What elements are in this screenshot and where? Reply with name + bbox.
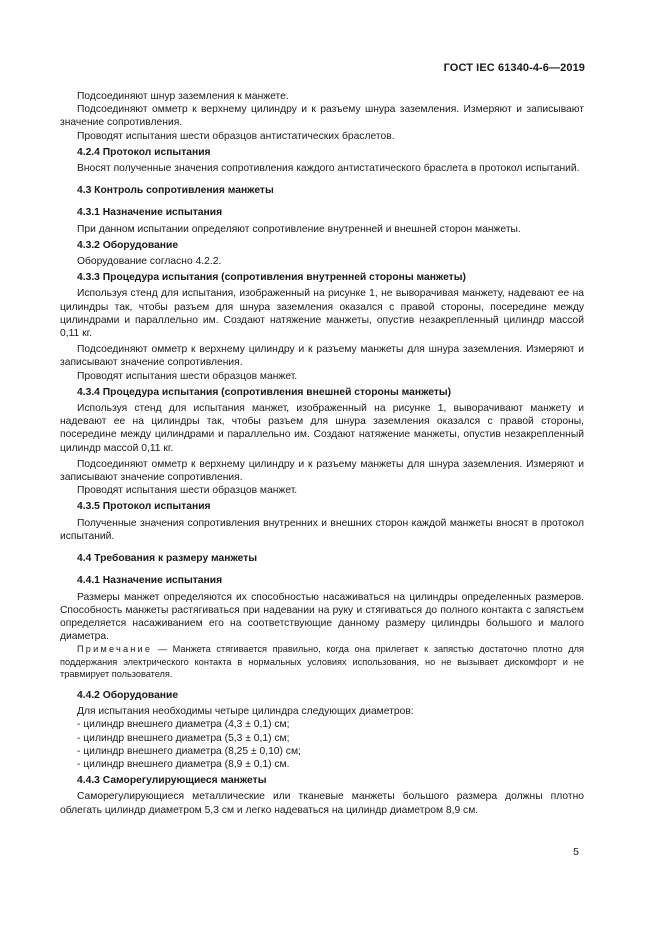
paragraph: Проводят испытания шести образцов манжет.	[77, 485, 298, 497]
paragraph: Используя стенд для испытания, изображенный на рисунке 1, не выворачивая манжету, надевают ее на цилиндры так, чтобы разъем для шнура заземления оказался с правой стороны, посередине между цилиндрами и параллельно им. Создают натяжение манжеты, опустив незакрепленный цилиндр массой 0,11 кг.	[60, 288, 584, 340]
list-item: - цилиндр внешнего диаметра (5,3 ± 0,1) см;	[77, 732, 290, 744]
paragraph: Подсоединяют шнур заземления к манжете.	[77, 91, 289, 102]
section-heading-4-3-4: 4.3.4 Процедура испытания (сопротивления внешней стороны манжеты)	[77, 386, 452, 398]
paragraph: Оборудование согласно 4.2.2.	[77, 256, 222, 268]
note-text: — Манжета стягивается правильно, когда она прилегает к запястью достаточно плотно для поддержания электрического контакта в нормальных условиях использования, но не вызывает дискомфорт и не травмирует пользователя.	[60, 644, 584, 679]
section-heading-4-3-1: 4.3.1 Назначение испытания	[77, 207, 223, 219]
note	[60, 643, 584, 680]
paragraph: Подсоединяют омметр к верхнему цилиндру и к разъему манжеты для шнура заземления. Измеряют и записывают значение сопротивления.	[60, 458, 584, 484]
paragraph: Саморегулирующиеся металлические или тканевые манжеты большого размера должны плотно облегать цилиндр диаметром 5,3 см и легко надеваться на цилиндр диаметром 8,9 см.	[60, 791, 584, 816]
document-body	[60, 90, 584, 817]
paragraph: Проводят испытания шести образцов антистатических браслетов.	[77, 130, 395, 142]
section-heading-4-4-3: 4.4.3 Саморегулирующиеся манжеты	[77, 775, 267, 787]
list-item: - цилиндр внешнего диаметра (8,9 ± 0,1) см.	[77, 758, 290, 770]
page-number: 5	[573, 846, 579, 858]
section-heading-4-4: 4.4 Требования к размеру манжеты	[77, 553, 258, 565]
section-heading-4-3: 4.3 Контроль сопротивления манжеты	[77, 185, 274, 197]
paragraph: Подсоединяют омметр к верхнему цилиндру и к разъему манжеты для шнура заземления. Измеряют и записывают значение сопротивления.	[60, 344, 584, 369]
paragraph: Размеры манжет определяются их способностью насаживаться на цилиндры определенных размеров. Способность манжеты растягиваться при надевании на руку и стягиваться до полного контакта с запястьем определяется насаживанием его на соответствующие данному размеру цилиндры большого и малого диаметра.	[60, 591, 584, 643]
list-item: - цилиндр внешнего диаметра (4,3 ± 0,1) см;	[77, 719, 290, 731]
section-heading-4-3-5: 4.3.5 Протокол испытания	[77, 501, 211, 513]
section-heading-4-4-2: 4.4.2 Оборудование	[77, 689, 179, 701]
document-header: ГОСТ IEC 61340-4-6—2019	[443, 62, 585, 74]
paragraph: Проводят испытания шести образцов манжет.	[77, 370, 298, 382]
note-label: Примечание	[77, 644, 153, 655]
section-heading-4-4-1: 4.4.1 Назначение испытания	[77, 575, 223, 587]
list-item: - цилиндр внешнего диаметра (8,25 ± 0,10) см;	[77, 745, 301, 757]
paragraph: Полученные значения сопротивления внутренних и внешних сторон каждой манжеты вносят в протокол испытаний.	[60, 517, 584, 542]
paragraph: При данном испытании определяют сопротивление внутренней и внешней сторон манжеты.	[77, 223, 521, 235]
section-heading-4-3-2: 4.3.2 Оборудование	[77, 239, 179, 251]
section-heading-4-2-4: 4.2.4 Протокол испытания	[77, 146, 211, 158]
paragraph: Подсоединяют омметр к верхнему цилиндру и к разъему шнура заземления. Измеряют и записывают значение сопротивления.	[60, 104, 584, 129]
section-heading-4-3-3: 4.3.3 Процедура испытания (сопротивления внутренней стороны манжеты)	[77, 272, 466, 284]
paragraph: Используя стенд для испытания манжет, изображенный на рисунке 1, выворачивают манжету и надевают ее на цилиндры так, чтобы разъем для шнура заземления оказался с правой стороны, посередине между цилиндрами и параллельно им. Создают натяжение манжеты, опустив незакрепленный цилиндр массой 0,11 кг.	[60, 403, 584, 454]
paragraph: Для испытания необходимы четыре цилиндра следующих диаметров:	[77, 706, 414, 718]
paragraph: Вносят полученные значения сопротивления каждого антистатического браслета в протокол испытаний.	[77, 163, 580, 175]
